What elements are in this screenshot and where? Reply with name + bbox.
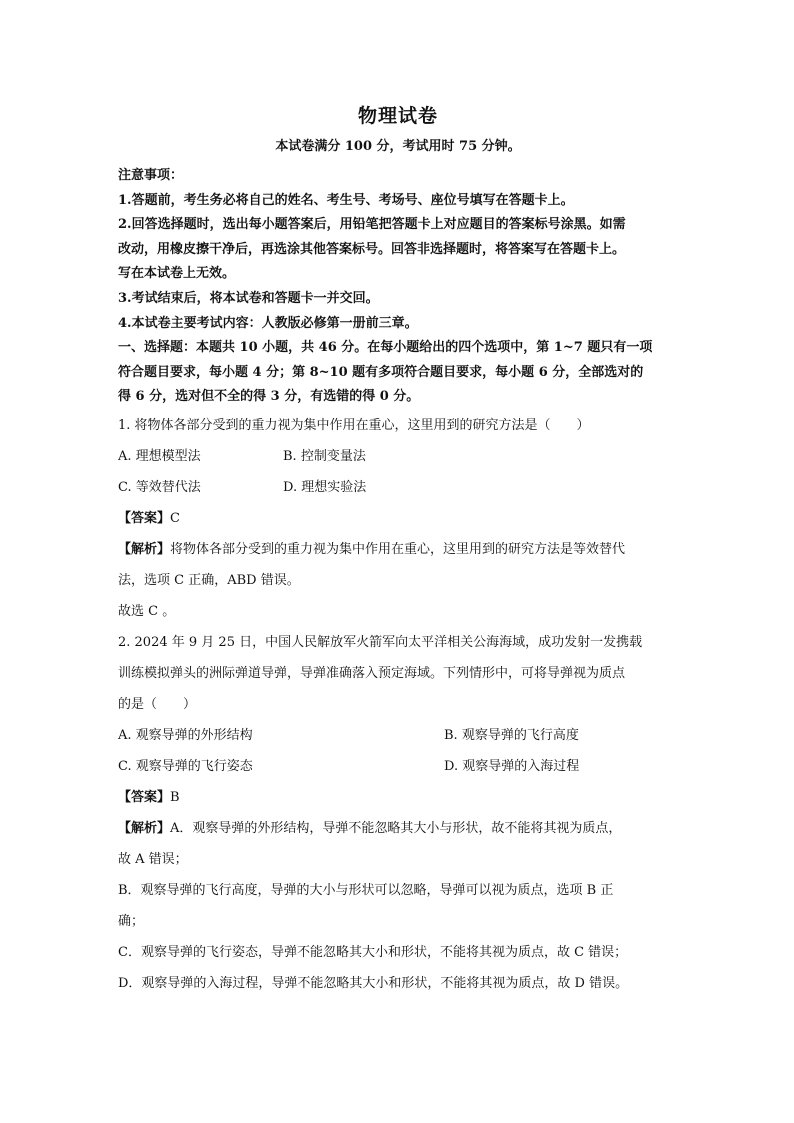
analysis-text: 将物体各部分受到的重力视为集中作用在重心，这里用到的研究方法是等效替代 <box>170 541 626 557</box>
options-row <box>118 472 678 503</box>
answer-label: 【答案】 <box>118 510 171 526</box>
page-title: 物理试卷 <box>357 105 438 127</box>
notes-line: 1.答题前，考生务必将自己的姓名、考生号、考场号、座位号填写在答题卡上。 <box>118 192 574 208</box>
analysis-line: B．观察导弹的飞行高度，导弹的大小与形状可以忽略，导弹可以视为质点，选项 B 正 <box>118 882 614 898</box>
analysis-line: 确； <box>118 913 145 929</box>
answer-value: B <box>170 789 180 805</box>
notes-line: 2.回答选择题时，选出每小题答案后，用铅笔把答题卡上对应题目的答案标号涂黑。如需 <box>118 217 626 233</box>
exam-notes <box>118 164 678 410</box>
exam-subtitle: 本试卷满分 100 分，考试用时 75 分钟。 <box>275 139 521 154</box>
options-row <box>118 720 678 751</box>
section-heading: 得 6 分，选对但不全的得 3 分，有选错的得 0 分。 <box>118 389 420 405</box>
question-stem: 的是（ ） <box>118 696 197 712</box>
answer-line <box>118 503 678 534</box>
analysis-text: A．观察导弹的外形结构，导弹不能忽略其大小与形状，故不能将其视为质点， <box>170 820 622 836</box>
notes-line: 3.考试结束后，将本试卷和答题卡一并交回。 <box>118 290 379 306</box>
section-heading: 一、选择题：本题共 10 小题，共 46 分。在每小题给出的四个选项中，第 1~7 题只有一项 <box>118 340 653 356</box>
answer-label: 【答案】 <box>118 789 171 805</box>
analysis-line: 法，选项 C 正确，ABD 错误。 <box>118 572 300 588</box>
option-c: C. 观察导弹的飞行姿态 <box>118 758 253 774</box>
question-1 <box>118 410 678 627</box>
notes-line: 改动，用橡皮擦干净后，再选涂其他答案标号。回答非选择题时，将答案写在答题卡上。 <box>118 241 626 257</box>
answer-line <box>118 782 678 813</box>
analysis-line: 故 A 错误； <box>118 851 188 867</box>
question-stem: 1. 将物体各部分受到的重力视为集中作用在重心，这里用到的研究方法是（ ） <box>118 417 590 433</box>
options-row <box>118 441 678 472</box>
question-stem: 2. 2024 年 9 月 25 日，中国人民解放军火箭军向太平洋相关公海海域，成功发射一发携载 <box>118 634 643 650</box>
notes-heading: 注意事项： <box>118 168 184 183</box>
notes-line: 4.本试卷主要考试内容：人教版必修第一册前三章。 <box>118 315 418 331</box>
option-d: D. 观察导弹的入海过程 <box>444 758 580 774</box>
analysis-line: D．观察导弹的入海过程，导弹不能忽略其大小和形状，不能将其视为质点，故 D 错误。 <box>118 975 629 991</box>
analysis-label: 【解析】 <box>118 541 171 557</box>
option-c: C. 等效替代法 <box>118 479 201 495</box>
question-stem: 训练模拟弹头的洲际弹道导弹，导弹准确落入预定海域。下列情形中，可将导弹视为质点 <box>118 665 626 681</box>
option-a: A. 观察导弹的外形结构 <box>118 727 253 743</box>
option-a: A. 理想模型法 <box>118 448 201 464</box>
analysis-label: 【解析】 <box>118 820 171 836</box>
analysis-line: C．观察导弹的飞行姿态，导弹不能忽略其大小和形状，不能将其视为质点，故 C 错误； <box>118 944 628 960</box>
options-row <box>118 751 678 782</box>
conclusion-line: 故选 C 。 <box>118 603 176 619</box>
option-d: D. 理想实验法 <box>283 479 367 495</box>
analysis-line <box>118 534 678 565</box>
option-b: B. 观察导弹的飞行高度 <box>444 727 579 743</box>
notes-line: 写在本试卷上无效。 <box>118 266 236 282</box>
analysis-line <box>118 813 678 844</box>
answer-value: C <box>170 510 180 526</box>
question-2 <box>118 627 678 999</box>
page-content <box>118 102 678 999</box>
section-heading: 符合题目要求，每小题 4 分；第 8~10 题有多项符合题目要求，每小题 6 分，全部选对的 <box>118 364 644 380</box>
option-b: B. 控制变量法 <box>283 448 366 464</box>
